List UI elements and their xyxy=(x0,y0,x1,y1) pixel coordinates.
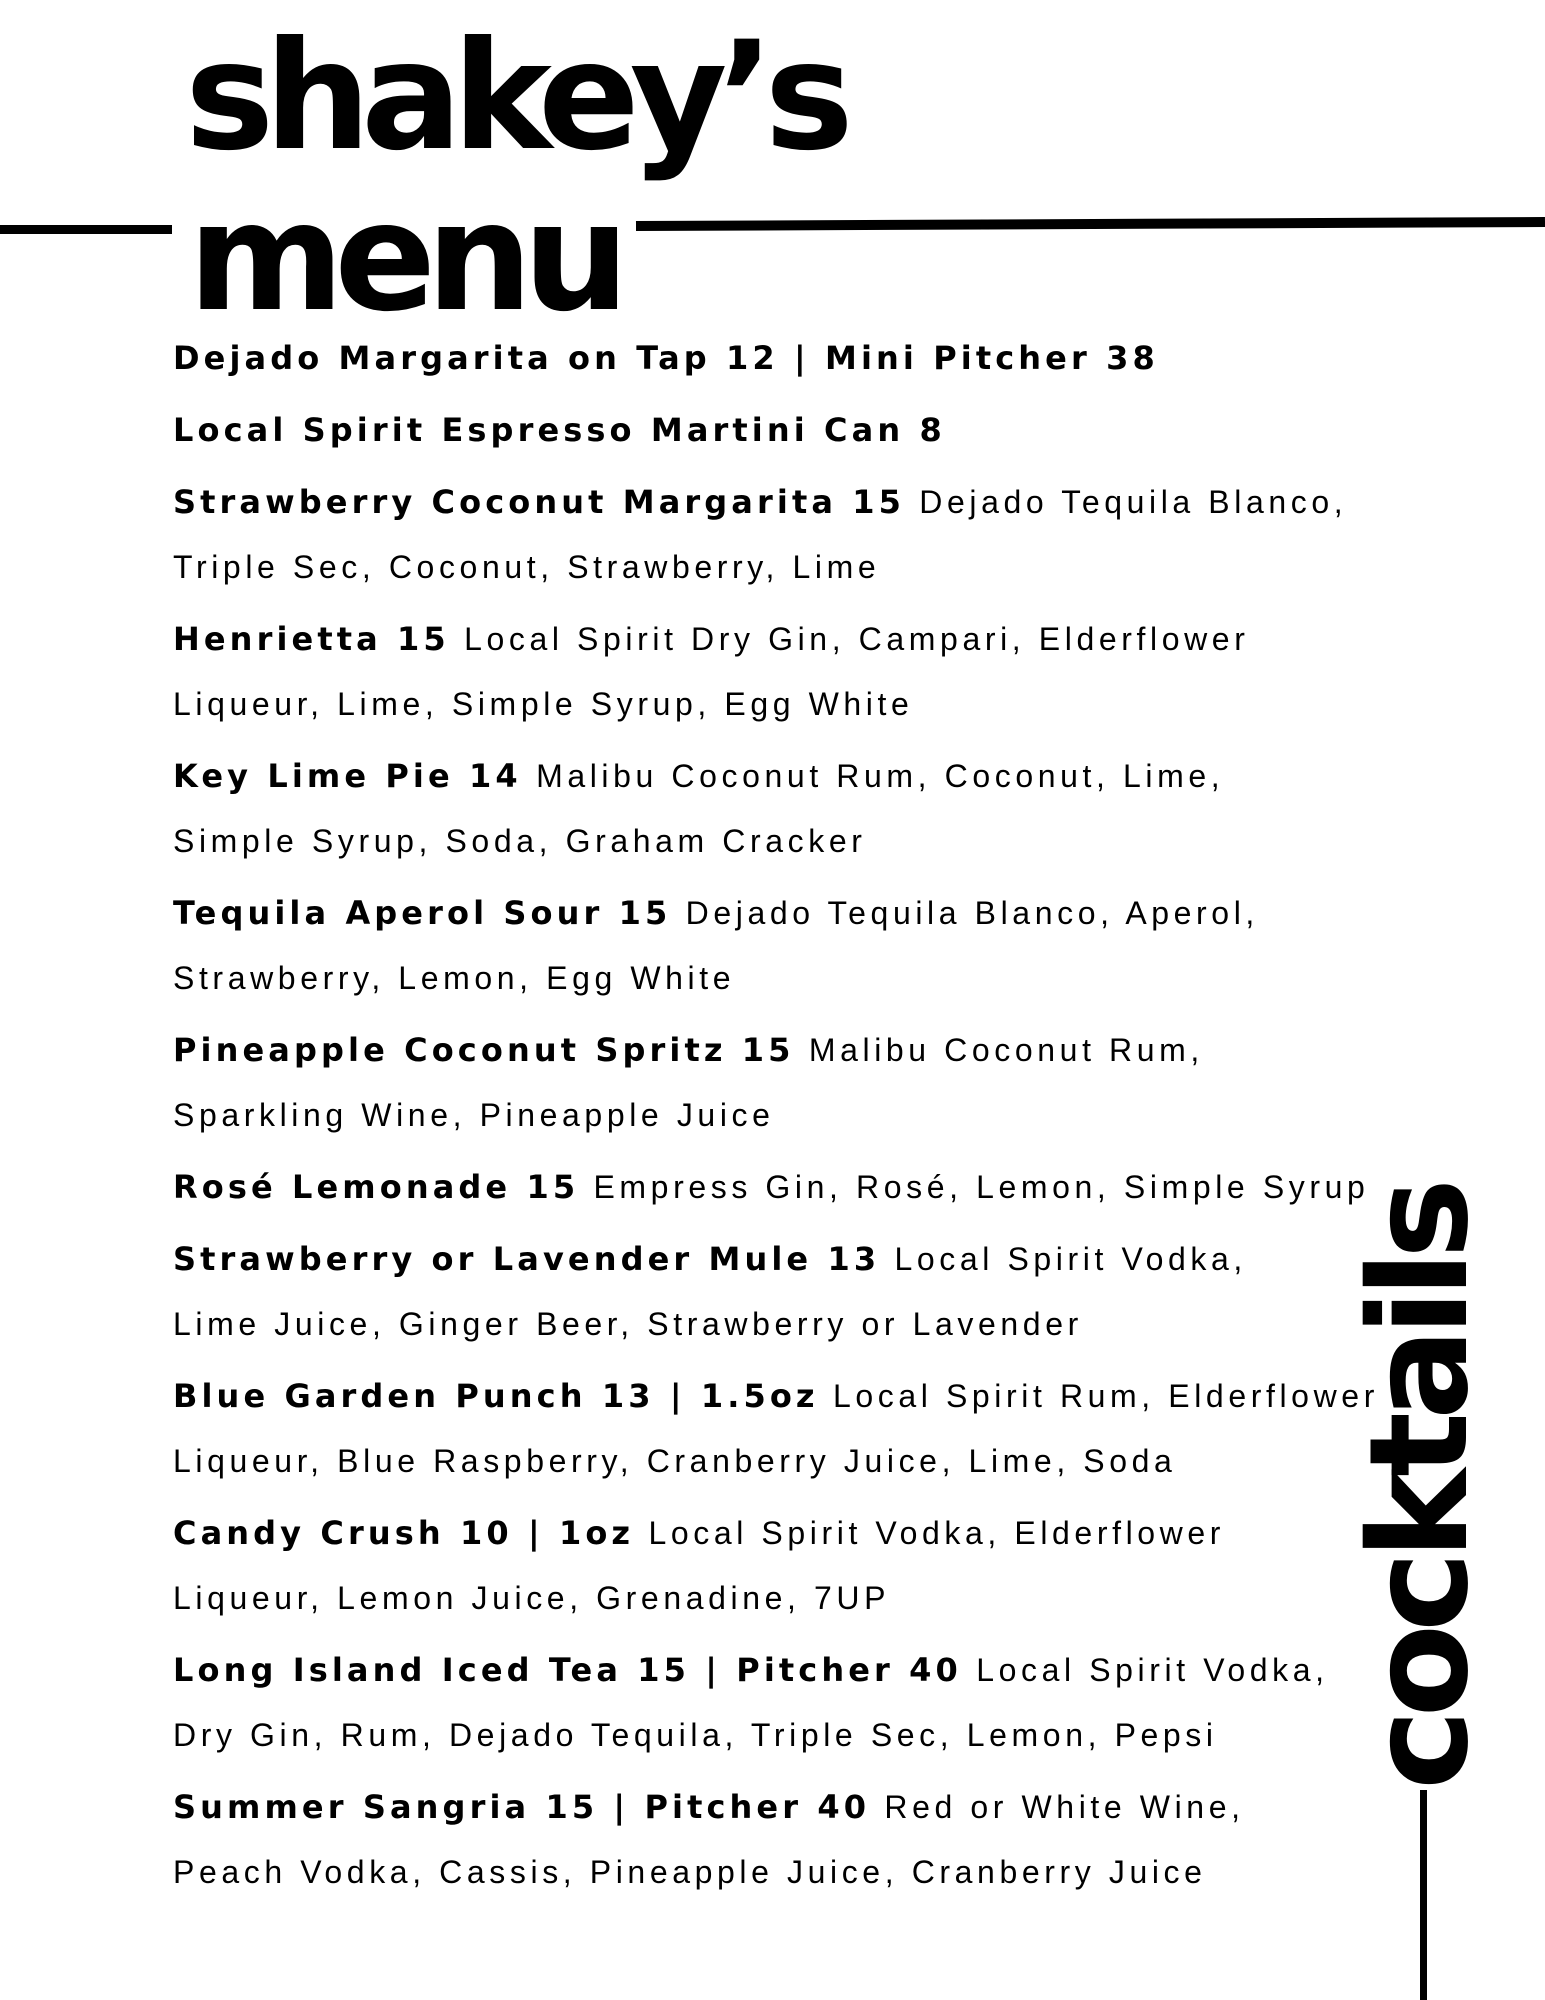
section-label-rule xyxy=(1420,1790,1427,2000)
item-description-cont: Liqueur, Lemon Juice, Grenadine, 7UP xyxy=(173,1580,891,1616)
item-description-cont: Sparkling Wine, Pineapple Juice xyxy=(173,1097,775,1133)
item-description: Dejado Tequila Blanco, Aperol, xyxy=(685,895,1259,931)
item-description-cont: Peach Vodka, Cassis, Pineapple Juice, Cranberry Juice xyxy=(173,1854,1207,1890)
menu-item xyxy=(173,881,1383,1011)
item-description: Dejado Tequila Blanco, xyxy=(919,484,1348,520)
menu-item xyxy=(173,1364,1383,1494)
item-name: Strawberry or Lavender Mule 13 xyxy=(173,1240,881,1278)
item-description-cont: Liqueur, Blue Raspberry, Cranberry Juice, Lime, Soda xyxy=(173,1443,1177,1479)
menu-item xyxy=(173,607,1383,737)
item-description: Local Spirit Vodka, xyxy=(976,1652,1329,1688)
item-name: Henrietta 15 xyxy=(173,620,450,658)
item-name: Blue Garden Punch 13 | 1.5oz xyxy=(173,1377,819,1415)
menu-title-line-1: shakey’s xyxy=(185,10,844,184)
item-name: Local Spirit Espresso Martini Can 8 xyxy=(173,411,946,449)
item-description: Malibu Coconut Rum, Coconut, Lime, xyxy=(536,758,1225,794)
item-name: Dejado Margarita on Tap 12 | Mini Pitcher 38 xyxy=(173,339,1159,377)
item-description: Red or White Wine, xyxy=(884,1789,1245,1825)
item-description: Local Spirit Vodka, xyxy=(894,1241,1247,1277)
menu-item xyxy=(173,326,1383,391)
item-name: Summer Sangria 15 | Pitcher 40 xyxy=(173,1788,871,1826)
item-description: Malibu Coconut Rum, xyxy=(808,1032,1204,1068)
item-name: Candy Crush 10 | 1oz xyxy=(173,1514,635,1552)
item-name: Rosé Lemonade 15 xyxy=(173,1168,580,1206)
title-divider-left xyxy=(0,225,172,234)
title-divider-right xyxy=(636,217,1545,231)
cocktail-list xyxy=(173,326,1383,1912)
item-name: Strawberry Coconut Margarita 15 xyxy=(173,483,906,521)
item-description: Local Spirit Rum, Elderflower xyxy=(832,1378,1379,1414)
menu-item xyxy=(173,1501,1383,1631)
item-description-cont: Liqueur, Lime, Simple Syrup, Egg White xyxy=(173,686,914,722)
menu-item xyxy=(173,1775,1383,1905)
item-name: Key Lime Pie 14 xyxy=(173,757,522,795)
item-name: Pineapple Coconut Spritz 15 xyxy=(173,1031,795,1069)
item-name: Long Island Iced Tea 15 | Pitcher 40 xyxy=(173,1651,962,1689)
item-description: Empress Gin, Rosé, Lemon, Simple Syrup xyxy=(593,1169,1370,1205)
item-description-cont: Triple Sec, Coconut, Strawberry, Lime xyxy=(173,549,881,585)
menu-item xyxy=(173,1227,1383,1357)
menu-item xyxy=(173,1018,1383,1148)
item-description: Local Spirit Vodka, Elderflower xyxy=(648,1515,1226,1551)
section-label-cocktails: cocktails xyxy=(1341,1185,1499,1790)
menu-item xyxy=(173,744,1383,874)
item-description: Local Spirit Dry Gin, Campari, Elderflower xyxy=(464,621,1250,657)
item-description-cont: Lime Juice, Ginger Beer, Strawberry or Lavender xyxy=(173,1306,1083,1342)
item-description-cont: Simple Syrup, Soda, Graham Cracker xyxy=(173,823,867,859)
menu-item xyxy=(173,398,1383,463)
menu-title-line-2: menu xyxy=(188,171,620,345)
menu-item xyxy=(173,1638,1383,1768)
item-description-cont: Strawberry, Lemon, Egg White xyxy=(173,960,736,996)
menu-item xyxy=(173,470,1383,600)
item-name: Tequila Aperol Sour 15 xyxy=(173,894,672,932)
item-description-cont: Dry Gin, Rum, Dejado Tequila, Triple Sec, Lemon, Pepsi xyxy=(173,1717,1218,1753)
menu-item xyxy=(173,1155,1383,1220)
